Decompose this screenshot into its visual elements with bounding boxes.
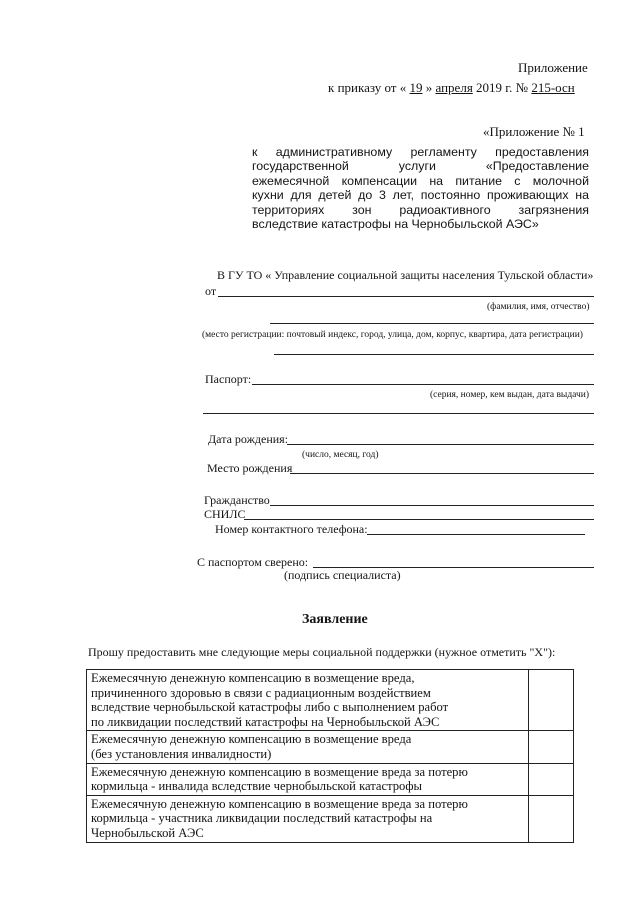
appendix-line: территориях зон радиоактивного загрязнения [252, 202, 589, 217]
option-checkbox[interactable] [529, 763, 574, 795]
citizenship-label: Гражданство [204, 493, 270, 507]
option-text: Ежемесячную денежную компенсацию в возмещение вреда за потерю кормильца - инвалида вследствие чернобыльской катастрофы [87, 763, 529, 795]
table-row [87, 731, 574, 763]
passport-hint: (серия, номер, кем выдан, дата выдачи) [430, 390, 590, 400]
table-row [87, 795, 574, 842]
snils-label: СНИЛС [204, 507, 246, 521]
birth-place-field[interactable] [290, 473, 594, 474]
passport-label: Паспорт: [205, 372, 252, 386]
citizenship-field[interactable] [270, 505, 594, 506]
appendix-line: ежемесячной компенсации на питание с молочной [252, 173, 589, 188]
order-month: апреля [435, 80, 473, 95]
phone-label: Номер контактного телефона: [215, 522, 368, 536]
appendix-line: к административному регламенту предоставления [252, 145, 589, 159]
order-prefix: к приказу от « [328, 80, 407, 95]
options-table [86, 669, 574, 843]
appendix-line: государственной услуги «Предоставление [252, 159, 589, 174]
option-checkbox[interactable] [529, 731, 574, 763]
appendix-no1-title: «Приложение № 1 [483, 124, 585, 139]
order-number: 215-осн [531, 80, 575, 95]
table-row [87, 670, 574, 731]
verified-label: С паспортом сверено: [197, 555, 309, 569]
addressee: В ГУ ТО « Управление социальной защиты населения Тульской области» [217, 268, 594, 282]
order-sep: » [425, 80, 433, 95]
birth-date-field[interactable] [287, 444, 594, 445]
order-day: 19 [409, 80, 423, 95]
table-row [87, 763, 574, 795]
appendix-title: Приложение [518, 60, 588, 75]
option-text: Ежемесячную денежную компенсацию в возмещение вреда (без установления инвалидности) [87, 731, 529, 763]
order-year: 2019 г. № [476, 80, 529, 95]
appendix-line: кухни для детей до 3 лет, постоянно проживающих на [252, 188, 589, 203]
option-checkbox[interactable] [529, 795, 574, 842]
birth-date-hint: (число, месяц, год) [302, 450, 379, 460]
registration-field[interactable] [274, 354, 594, 355]
passport-field[interactable] [252, 384, 594, 385]
applicant-name-field-2[interactable] [270, 323, 594, 324]
birth-date-label: Дата рождения: [208, 432, 289, 446]
phone-field[interactable] [367, 534, 585, 535]
from-label: от [205, 284, 217, 298]
option-checkbox[interactable] [529, 670, 574, 731]
statement-title: Заявление [302, 612, 368, 627]
signature-hint: (подпись специалиста) [284, 568, 401, 582]
appendix-description [252, 145, 589, 231]
option-text: Ежемесячную денежную компенсацию в возмещение вреда, причиненного здоровью в связи с радиационным воздействием вследствие чернобыльской катастрофы либо с выполнением работ по ликвидации последствий катастрофы на Чернобыльской АЭС [87, 670, 529, 731]
birth-place-label: Место рождения [207, 461, 293, 475]
snils-field[interactable] [244, 519, 594, 520]
applicant-name-field[interactable] [218, 296, 594, 297]
order-reference [328, 80, 575, 96]
registration-hint: (место регистрации: почтовый индекс, город, улица, дом, корпус, квартира, дата регистрации) [202, 330, 583, 340]
option-text: Ежемесячную денежную компенсацию в возмещение вреда за потерю кормильца - участника ликвидации последствий катастрофы на Чернобыльской АЭС [87, 795, 529, 842]
name-hint: (фамилия, имя, отчество) [487, 302, 590, 312]
appendix-line: вследствие катастрофы на Чернобыльской АЭС» [252, 216, 539, 231]
statement-request: Прошу предоставить мне следующие меры социальной поддержки (нужное отметить "X"): [88, 645, 556, 659]
passport-field-2[interactable] [203, 413, 594, 414]
